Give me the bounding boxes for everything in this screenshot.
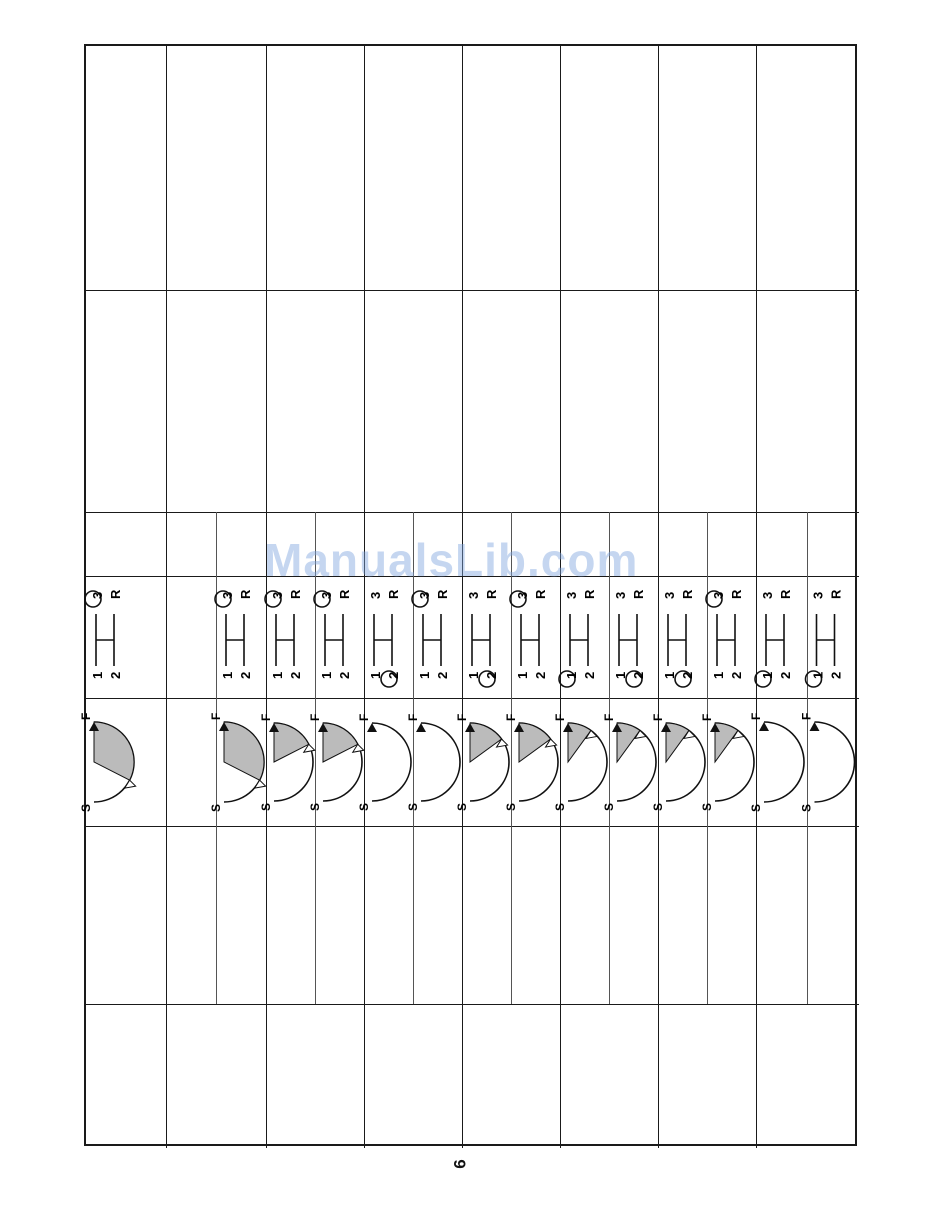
dial-label-fast: F: [651, 713, 665, 721]
gear-label-3: 3: [760, 591, 775, 599]
gear-label-3: 3: [810, 591, 826, 599]
gear-label-r: R: [631, 589, 646, 599]
gear-label-r: R: [729, 589, 744, 599]
gear-label-3: 3: [270, 591, 285, 599]
gear-label-2: 2: [337, 671, 352, 679]
gear-label-1: 1: [417, 671, 432, 679]
gear-label-1: 1: [810, 671, 826, 679]
gear-label-2: 2: [108, 671, 123, 679]
dial-label-fast: F: [504, 713, 518, 721]
gear-label-3: 3: [368, 591, 383, 599]
dial-pointer-fast: [810, 722, 820, 731]
gear-label-1: 1: [662, 671, 677, 679]
dial-label-slow: S: [308, 802, 322, 811]
gear-label-2: 2: [778, 671, 793, 679]
dial-label-fast: F: [209, 712, 223, 720]
dial-label-fast: F: [455, 713, 469, 721]
dial-label-slow: S: [209, 803, 223, 812]
gear-label-3: 3: [613, 591, 628, 599]
gear-label-r: R: [386, 589, 401, 599]
gear-label-r: R: [680, 589, 695, 599]
dial-label-slow: S: [700, 802, 714, 811]
dial-label-fast: F: [79, 712, 93, 720]
dial-label-slow: S: [553, 802, 567, 811]
gear-label-2: 2: [631, 671, 646, 679]
gear-label-r: R: [288, 589, 303, 599]
dial-label-fast: F: [406, 713, 420, 721]
dial-label-slow: S: [406, 802, 420, 811]
dial-label-slow: S: [504, 802, 518, 811]
dial-label-fast: F: [357, 713, 371, 721]
dial-label-fast: F: [749, 712, 763, 720]
gear-label-2: 2: [435, 671, 450, 679]
gear-label-r: R: [484, 589, 499, 599]
dial-label-slow: S: [455, 802, 469, 811]
dial-label-fast: F: [259, 713, 273, 721]
gear-label-r: R: [828, 589, 844, 599]
gear-label-1: 1: [270, 671, 285, 679]
gear-label-3: 3: [417, 591, 432, 599]
gear-label-3: 3: [711, 591, 726, 599]
gear-label-1: 1: [319, 671, 334, 679]
gear-label-r: R: [337, 589, 352, 599]
gear-label-2: 2: [533, 671, 548, 679]
gear-label-3: 3: [662, 591, 677, 599]
gear-label-3: 3: [564, 591, 579, 599]
watermark: ManualsLib.com: [264, 534, 639, 586]
dial-label-slow: S: [799, 803, 814, 812]
gear-label-2: 2: [484, 671, 499, 679]
gear-label-1: 1: [90, 671, 105, 679]
dial-label-fast: F: [308, 713, 322, 721]
dial-label-fast: F: [553, 713, 567, 721]
gear-label-3: 3: [319, 591, 334, 599]
page-number: 6: [450, 1159, 470, 1169]
dial-label-fast: F: [602, 713, 616, 721]
gear-label-3: 3: [220, 591, 235, 599]
gear-label-1: 1: [564, 671, 579, 679]
gear-label-1: 1: [613, 671, 628, 679]
dial-label-slow: S: [602, 802, 616, 811]
gear-label-3: 3: [515, 591, 530, 599]
gear-label-1: 1: [711, 671, 726, 679]
dial-arc: [815, 722, 855, 802]
gear-label-3: 3: [466, 591, 481, 599]
gear-label-1: 1: [760, 671, 775, 679]
dial-label-slow: S: [79, 803, 93, 812]
gear-label-1: 1: [220, 671, 235, 679]
gear-label-r: R: [533, 589, 548, 599]
gear-label-2: 2: [288, 671, 303, 679]
gear-label-2: 2: [680, 671, 695, 679]
gear-label-1: 1: [515, 671, 530, 679]
gear-label-3: 3: [90, 591, 105, 599]
gear-label-2: 2: [828, 671, 844, 679]
gear-label-2: 2: [582, 671, 597, 679]
gear-label-r: R: [238, 589, 253, 599]
gear-label-r: R: [778, 589, 793, 599]
engine-speed-dial: [86, 46, 859, 1148]
gear-label-r: R: [108, 589, 123, 599]
gear-label-r: R: [582, 589, 597, 599]
gear-label-1: 1: [368, 671, 383, 679]
gear-label-2: 2: [729, 671, 744, 679]
gear-label-1: 1: [466, 671, 481, 679]
dial-label-slow: S: [357, 802, 371, 811]
dial-label-slow: S: [749, 803, 763, 812]
gear-label-2: 2: [386, 671, 401, 679]
dial-label-slow: S: [259, 802, 273, 811]
dial-label-fast: F: [700, 713, 714, 721]
dial-label-slow: S: [651, 802, 665, 811]
equipment-chart-table: [79, 44, 857, 1146]
dial-label-fast: F: [799, 712, 814, 720]
gear-label-2: 2: [238, 671, 253, 679]
gear-label-r: R: [435, 589, 450, 599]
